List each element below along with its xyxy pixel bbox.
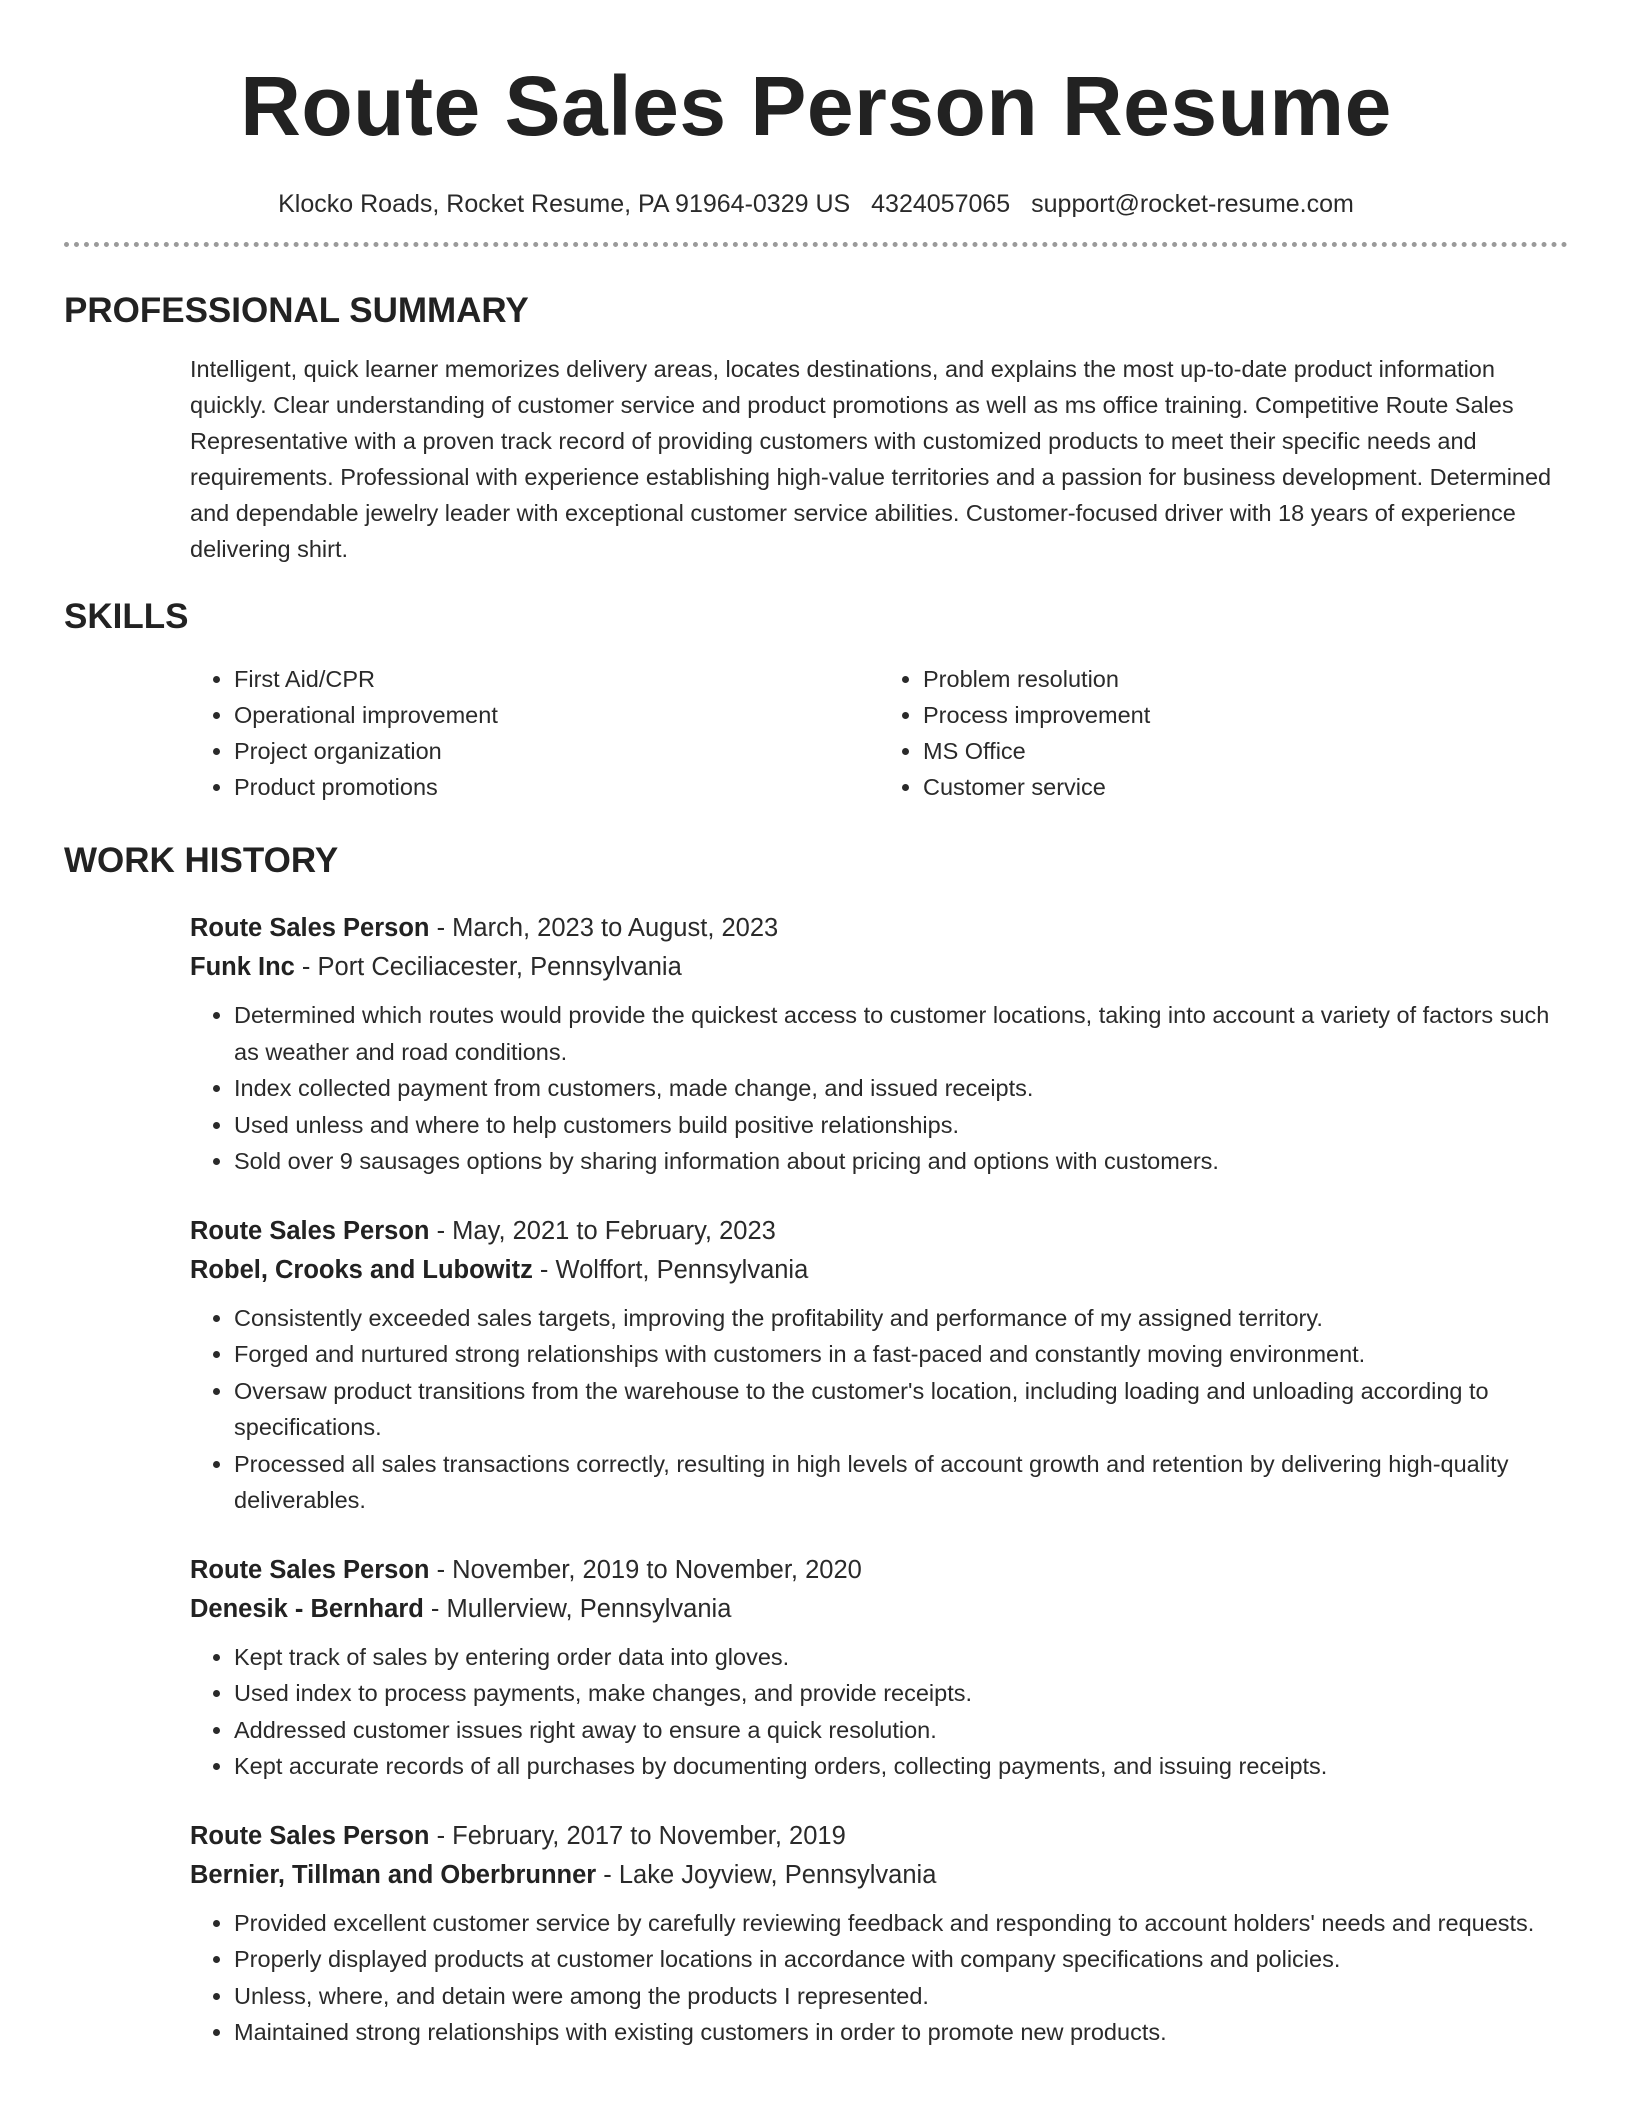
job-dates: - March, 2023 to August, 2023 — [429, 914, 779, 942]
skill-item: • MS Office — [923, 733, 1568, 769]
job-title: Route Sales Person — [190, 1821, 430, 1850]
job-location: - Lake Joyview, Pennsylvania — [596, 1860, 937, 1889]
job-location: - Port Ceciliacester, Pennsylvania — [294, 953, 682, 981]
job-title: Route Sales Person — [190, 914, 430, 942]
job-company: Robel, Crooks and Lubowitz — [190, 1255, 533, 1284]
job-bullet: • Used unless and where to help customers build positive relationships. — [234, 1107, 1568, 1144]
job-dates: - February, 2017 to November, 2019 — [429, 1821, 846, 1850]
job-company: Bernier, Tillman and Oberbrunner — [190, 1860, 597, 1889]
skill-item: • Project organization — [234, 733, 879, 769]
skill-item: • Process improvement — [923, 697, 1568, 733]
job-bullet: • Sold over 9 sausages options by sharing information about pricing and options with customers. — [234, 1143, 1568, 1180]
job-company: Denesik - Bernhard — [190, 1594, 424, 1623]
job-bullet: • Consistently exceeded sales targets, improving the profitability and performance of my assigned territory. — [234, 1300, 1568, 1337]
skills-column-right — [879, 661, 1568, 805]
section-heading-skills: SKILLS — [64, 597, 189, 636]
page-title: Route Sales Person Resume — [240, 59, 1392, 153]
job-bullet: • Used index to process payments, make changes, and provide receipts. — [234, 1675, 1568, 1712]
section-heading-work-history: WORK HISTORY — [64, 841, 339, 880]
skills-column-left — [190, 661, 879, 805]
job-bullet: • Kept accurate records of all purchases by documenting orders, collecting payments, and issuing receipts. — [234, 1748, 1568, 1785]
job-entry — [190, 909, 1568, 1180]
job-title-line — [190, 1212, 1568, 1251]
job-bullet: • Kept track of sales by entering order data into gloves. — [234, 1639, 1568, 1676]
job-bullet: • Maintained strong relationships with existing customers in order to promote new products. — [234, 2014, 1568, 2051]
contact-address: Klocko Roads, Rocket Resume, PA 91964-0329 US — [278, 190, 851, 218]
skill-item: • Operational improvement — [234, 697, 879, 733]
job-bullet: • Properly displayed products at customer locations in accordance with company specifications and policies. — [234, 1941, 1568, 1978]
job-bullet: • Determined which routes would provide the quickest access to customer locations, taking into account a variety of factors such as weather and road conditions. — [234, 997, 1568, 1070]
section-heading-summary: PROFESSIONAL SUMMARY — [64, 291, 529, 330]
skill-item: • Problem resolution — [923, 661, 1568, 697]
job-bullets — [190, 1905, 1568, 2051]
contact-phone: 4324057065 — [871, 190, 1011, 218]
job-dates: - May, 2021 to February, 2023 — [429, 1216, 776, 1245]
skills-list — [190, 661, 1568, 805]
summary-text: Intelligent, quick learner memorizes delivery areas, locates destinations, and explains the most up-to-date product information quickly. Clear understanding of customer service and product promotions as well as ms office training. Competitive Route Sales Representative with a proven track record of providing customers with customized products to meet their specific needs and requirements. Professional with experience establishing high-value territories and a passion for business development. Determined and dependable jewelry leader with exceptional customer service abilities. Customer-focused driver with 18 years of experience delivering shirt. — [190, 356, 1552, 562]
contact-email: support@rocket-resume.com — [1031, 190, 1354, 218]
job-bullet: • Index collected payment from customers, made change, and issued receipts. — [234, 1070, 1568, 1107]
job-bullet: • Forged and nurtured strong relationships with customers in a fast-paced and constantly moving environment. — [234, 1336, 1568, 1373]
job-bullet: • Processed all sales transactions correctly, resulting in high levels of account growth and retention by delivering high-quality deliverables. — [234, 1446, 1568, 1519]
job-location: - Mullerview, Pennsylvania — [423, 1594, 732, 1623]
job-location: - Wolffort, Pennsylvania — [532, 1255, 809, 1284]
job-bullet: • Addressed customer issues right away to ensure a quick resolution. — [234, 1712, 1568, 1749]
job-company-line — [190, 1251, 1568, 1290]
job-company-line — [190, 1856, 1568, 1895]
job-dates: - November, 2019 to November, 2020 — [429, 1555, 862, 1584]
job-entry — [190, 1551, 1568, 1785]
job-title-line — [190, 909, 1568, 948]
contact-info — [64, 186, 1568, 222]
job-bullets — [190, 1300, 1568, 1519]
job-bullet: • Provided excellent customer service by carefully reviewing feedback and responding to account holders' needs and requests. — [234, 1905, 1568, 1942]
job-bullets — [190, 997, 1568, 1180]
job-company: Funk Inc — [190, 953, 295, 981]
job-entry — [190, 1212, 1568, 1519]
job-company-line — [190, 948, 1568, 987]
job-bullet: • Unless, where, and detain were among the products I represented. — [234, 1978, 1568, 2015]
job-title-line — [190, 1817, 1568, 1856]
job-entry — [190, 1817, 1568, 2051]
job-title: Route Sales Person — [190, 1216, 430, 1245]
job-bullets — [190, 1639, 1568, 1785]
job-company-line — [190, 1590, 1568, 1629]
skill-item: • Customer service — [923, 769, 1568, 805]
skill-item: • Product promotions — [234, 769, 879, 805]
skill-item: • First Aid/CPR — [234, 661, 879, 697]
header-divider — [64, 242, 1568, 247]
job-title: Route Sales Person — [190, 1555, 430, 1584]
job-title-line — [190, 1551, 1568, 1590]
job-bullet: • Oversaw product transitions from the warehouse to the customer's location, including loading and unloading according to specifications. — [234, 1373, 1568, 1446]
